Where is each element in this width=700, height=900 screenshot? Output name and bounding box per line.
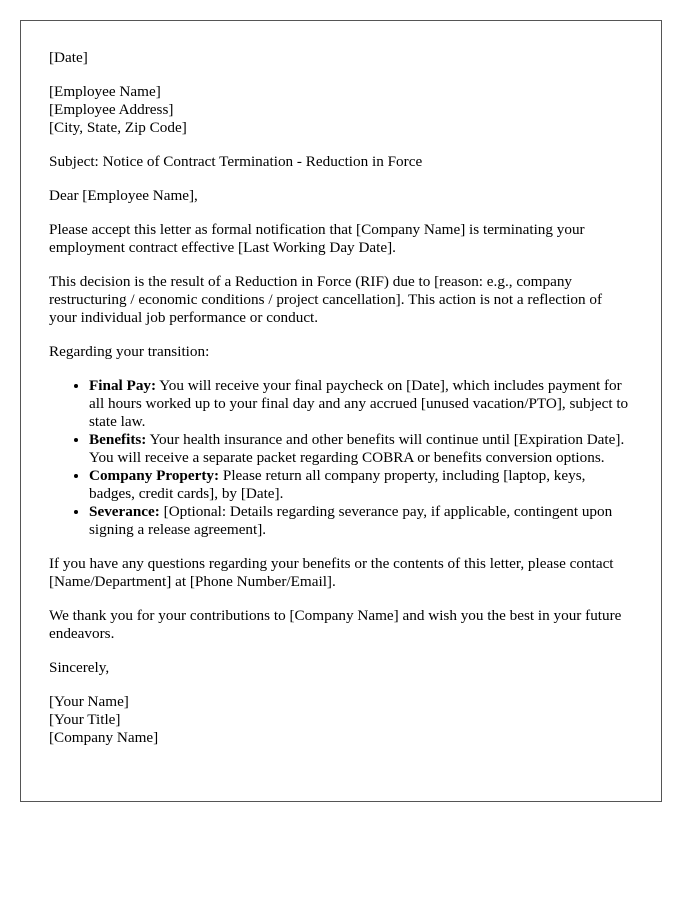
list-item-label: Company Property: [89, 467, 220, 484]
signature-title: [Your Title] [49, 711, 121, 728]
signature-company: [Company Name] [49, 729, 159, 746]
subject-line: Subject: Notice of Contract Termination - Reduction in Force [49, 153, 423, 170]
signature-name: [Your Name] [49, 693, 129, 710]
recipient-name: [Employee Name] [49, 83, 161, 100]
list-item-severance [89, 503, 633, 539]
paragraph-reason: This decision is the result of a Reduction in Force (RIF) due to [reason: e.g., company restructuring / economic conditions / project cancellation]. This action is not a reflection of your individual job performance or conduct. [49, 273, 603, 326]
list-item-text: Your health insurance and other benefits will continue until [Expiration Date]. You will receive a separate packet regarding COBRA or benefits conversion options. [89, 431, 625, 466]
transition-list [49, 377, 633, 539]
list-item-label: Benefits: [89, 431, 147, 448]
list-item-label: Severance: [89, 503, 160, 520]
paragraph-thanks: We thank you for your contributions to [Company Name] and wish you the best in your future endeavors. [49, 607, 622, 642]
date-line: [Date] [49, 49, 88, 66]
salutation: Dear [Employee Name], [49, 187, 198, 204]
list-item-company-property [89, 467, 633, 503]
list-item-final-pay [89, 377, 633, 431]
list-item-benefits [89, 431, 633, 467]
list-item-text: [Optional: Details regarding severance pay, if applicable, contingent upon signing a release agreement]. [89, 503, 613, 538]
list-item-text: You will receive your final paycheck on [Date], which includes payment for all hours worked up to your final day and any accrued [unused vacation/PTO], subject to state law. [89, 377, 629, 430]
signature-block [49, 693, 633, 747]
list-item-label: Final Pay: [89, 377, 157, 394]
letter-page [20, 20, 662, 802]
closing: Sincerely, [49, 659, 110, 676]
transition-intro: Regarding your transition: [49, 343, 210, 360]
paragraph-questions: If you have any questions regarding your benefits or the contents of this letter, please contact [Name/Department] at [Phone Number/Email]. [49, 555, 614, 590]
paragraph-notice: Please accept this letter as formal notification that [Company Name] is terminating your employment contract effective [Last Working Day Date]. [49, 221, 585, 256]
recipient-address: [Employee Address] [49, 101, 174, 118]
recipient-address-block [49, 83, 633, 137]
recipient-city-state-zip: [City, State, Zip Code] [49, 119, 187, 136]
list-item-text: Please return all company property, including [laptop, keys, badges, credit cards], by [Date]. [89, 467, 586, 502]
